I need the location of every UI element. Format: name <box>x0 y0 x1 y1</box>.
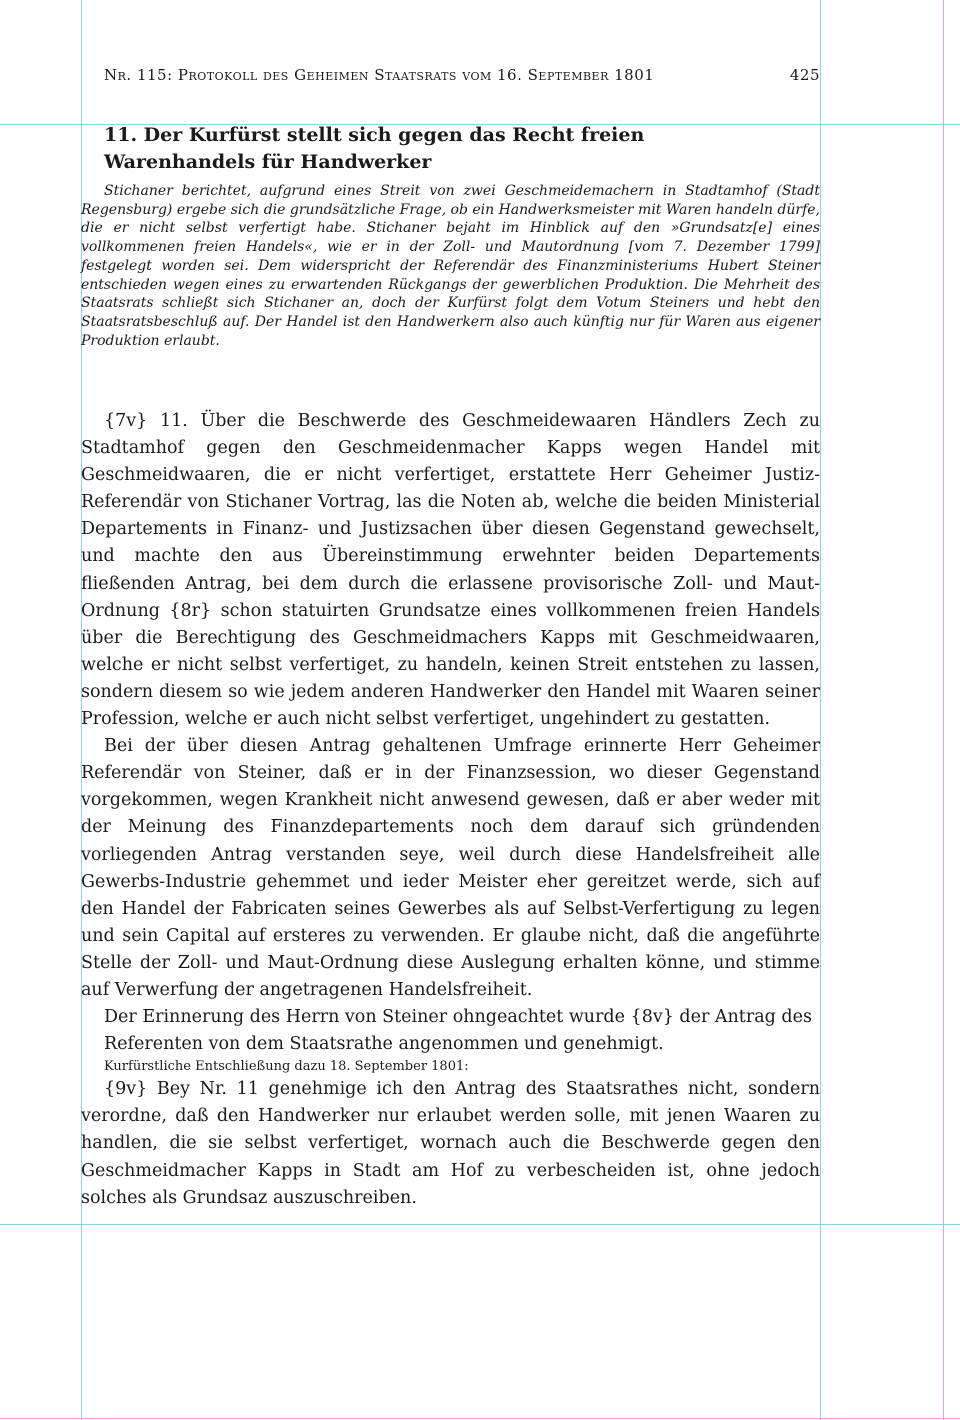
margin-guide-right <box>820 0 821 1420</box>
protocol-paragraph: Bei der über diesen Antrag gehaltenen Umfrage erinnerte Herr Geheimer Referendär von Steiner, daß er in der Finanzsession, wo dieser Gegenstand vorgekommen, wegen Krankheit nicht anwesend gewesen, daß er aber weder mit der Meinung des Finanzdepartements noch dem darauf sich gründenden vorliegenden Antrag verstanden seye, weil durch diese Handelsfreiheit alle Gewerbs-Industrie gehemmet und ieder Meister eher gereitzet werde, sich auf den Handel der Fabricaten seines Gewerbes als auf Selbst-Verfertigung zu legen und sein Capital auf ersteres zu verwenden. Er glaube nicht, daß die angeführte Stelle der Zoll- und Maut-Ordnung diese Auslegung erhalten könne, und stimme auf Verwerfung der angetragenen Handelsfreiheit. <box>81 736 820 1000</box>
protocol-paragraph: Der Erinnerung des Herrn von Steiner ohngeachtet wurde {8v} der Antrag des Referenten von dem Staatsrathe angenommen und genehmigt. <box>104 1007 812 1055</box>
protocol-paragraph: {7v} 11. Über die Beschwerde des Geschmeidewaaren Händlers Zech zu Stadtamhof gegen den Geschmeidenmacher Kapps wegen Handel mit Geschmeidwaaren, die er nicht verfertiget, erstattete Herr Geheimer Justiz-Referendär von Stichaner Vortrag, las die Noten ab, welche die beiden Ministerial Departements in Finanz- und Justizsachen über diesen Gegenstand gewechselt, und machte den aus Übereinstimmung erwehnter beiden Departements fließenden Antrag, bei dem durch die erlassene provisorische Zoll- und Maut-Ordnung {8r} schon statuirten Grundsatze eines vollkommenen freien Handels über die Berechtigung des Geschmeidmachers Kapps mit Geschmeidwaaren, welche er nicht selbst verfertiget, zu handeln, keinen Streit entstehen zu lassen, sondern diesem so wie jedem anderen Handwerker den Handel mit Waaren seiner Profession, welche er auch nicht selbst verfertiget, ungehindert zu gestatten. <box>81 411 820 730</box>
protocol-body <box>81 408 820 1212</box>
running-header <box>104 66 820 84</box>
elector-decision: {9v} Bey Nr. 11 genehmige ich den Antrag des Staatsrathes nicht, sondern verordne, daß den Handwerker nur erlaubet werden solle, mit jenen Waaren zu handlen, die sie selbst verfertiget, wornach auch die Beschwerde gegen den Geschmeidmacher Kapps in Stadt am Hof zu verbescheiden ist, ohne jedoch solches als Grundsaz auszuschreiben. <box>81 1079 820 1208</box>
section-title: 11. Der Kurfürst stellt sich gegen das Recht freien Warenhandels für Handwerker <box>104 124 645 173</box>
page-edge-right <box>943 0 944 1420</box>
section-abstract: Stichaner berichtet, aufgrund eines Streit von zwei Geschmeidemachern in Stadtamhof (Stadt Regensburg) ergebe sich die grundsätzliche Frage, ob ein Handwerksmeister mit Waren handeln dürfe, die er nicht selbst verfertigt habe. Stichaner bejaht im Hinblick auf den »Grundsatz[e] eines vollkommenen freien Handels«, wie er in der Zoll- und Mautordnung [vom 7. Dezember 1799] festgelegt worden sei. Dem widerspricht der Referendär des Finanzministeriums Hubert Steiner entschieden wegen eines zu erwartenden Rückgangs der gewerblichen Produktion. Die Mehrheit des Staatsrats schließt sich Stichaner an, doch der Kurfürst folgt dem Votum Steiners und hebt den Staatsratsbeschluß auf. Der Handel ist den Handwerkern also auch künftig nur für Waren aus eigener Produktion erlaubt. <box>81 183 820 349</box>
page-number: 425 <box>789 66 820 84</box>
page-edge-bottom <box>0 1418 960 1419</box>
running-title: Nr. 115: Protokoll des Geheimen Staatsrats vom 16. September 1801 <box>104 66 655 84</box>
decision-note: Kurfürstliche Entschließung dazu 18. September 1801: <box>104 1059 469 1075</box>
margin-guide-bottom <box>0 1224 960 1225</box>
